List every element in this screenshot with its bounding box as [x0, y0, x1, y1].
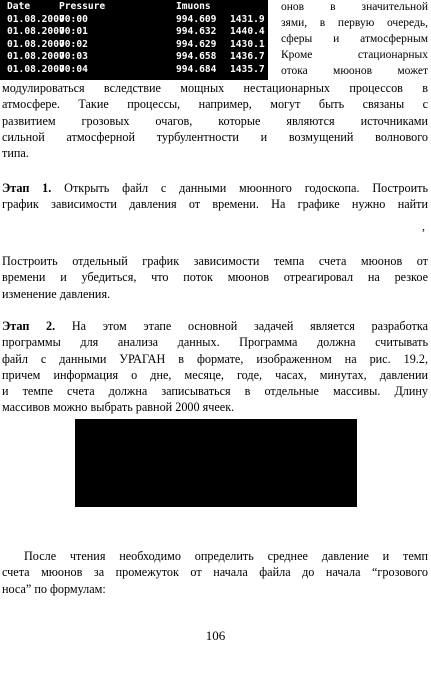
side-text-line: онов в значительной	[281, 1, 428, 13]
text-line: изменение давления.	[2, 286, 111, 301]
text-line: типа.	[2, 146, 29, 161]
text-line: времени и убедиться, что поток мюонов отреагировал на резкое	[2, 270, 428, 285]
cell-pressure: 994.658	[176, 51, 217, 63]
cell-imuons: 1431.9	[230, 13, 265, 25]
text-line	[2, 318, 428, 334]
text-line: Построить отдельный график зависимости темпа счета мюонов от	[2, 254, 428, 268]
cell-pressure: 994.609	[176, 13, 217, 25]
average-paragraph	[2, 548, 428, 597]
text-line: носа” по формулам:	[2, 581, 106, 596]
side-text-line: сферы и атмосферным	[281, 33, 428, 45]
text-line: сильной атмосферной турбулентности и возмущений волнового	[2, 129, 428, 144]
text-line: причем информация о дне, месяце, годе, часах, минутах, давлении	[2, 367, 428, 382]
cell-pressure: 994.629	[176, 38, 217, 50]
table-row	[0, 39, 268, 52]
stage2-label: Этап 2.	[2, 319, 56, 333]
text-line: После чтения необходимо определить среднее давление и темп	[24, 549, 428, 563]
page-number: 106	[205, 628, 226, 643]
table-header-row	[0, 1, 268, 14]
cell-pressure: 994.684	[176, 63, 217, 75]
cell-time: 00:04	[59, 63, 88, 75]
text-line: и темпе счета должна записываться в отдельные массивы. Длину	[2, 384, 428, 399]
table-row	[0, 51, 268, 64]
text-line: файл с данными УРАГАН в формате, изображенном на рис. 19.2,	[2, 351, 428, 366]
table-row	[0, 64, 268, 77]
cell-time: 00:00	[59, 13, 88, 25]
text-line: счета мюонов за промежуток от начала файла до начала “грозового	[2, 565, 428, 580]
cell-imuons: 1436.7	[230, 51, 265, 63]
side-text-line: отока мюонов может	[281, 65, 428, 77]
text-line	[2, 180, 428, 196]
cell-time: 00:02	[59, 38, 88, 50]
text-line: атмосфере. Такие процессы, например, могут быть связаны с	[2, 97, 428, 112]
text-line: развитием грозовых очагов, которые являются источниками	[2, 113, 428, 128]
cell-time: 00:03	[59, 51, 88, 63]
header-pressure: Pressure	[59, 1, 106, 12]
cell-imuons: 1435.7	[230, 63, 265, 75]
cell-date: 01.08.2007	[7, 51, 65, 63]
data-table	[0, 0, 268, 80]
side-text-line: Кроме стационарных	[281, 49, 428, 61]
text-span: Открыть файл с данными мюонного годоскопа. Построить	[51, 181, 428, 195]
cell-time: 00:01	[59, 26, 88, 38]
cell-date: 01.08.2007	[7, 13, 65, 25]
pressure-muon-paragraph	[2, 253, 428, 302]
text-line: график зависимости давления от времени. На графике нужно найти	[2, 197, 428, 212]
figure-placeholder	[75, 419, 357, 507]
cell-date: 01.08.2007	[7, 63, 65, 75]
intro-paragraph	[2, 80, 428, 161]
cell-date: 01.08.2007	[7, 38, 65, 50]
stage1-paragraph	[2, 180, 428, 213]
cell-date: 01.08.2007	[7, 26, 65, 38]
text-line: массивов можно выбрать равной 2000 ячеек.	[2, 400, 235, 415]
cell-imuons: 1430.1	[230, 38, 265, 50]
table-row	[0, 14, 268, 27]
side-text-line: зями, в первую очередь,	[281, 17, 428, 29]
stage1-label: Этап 1.	[2, 181, 52, 195]
cell-pressure: 994.632	[176, 26, 217, 38]
text-line: модулироваться вследствие мощных нестационарных процессов в	[2, 81, 428, 95]
header-imuons: Imuons	[176, 1, 211, 12]
cell-imuons: 1440.4	[230, 26, 265, 38]
table-row	[0, 26, 268, 39]
stage2-paragraph	[2, 318, 428, 416]
header-date: Date	[7, 1, 31, 12]
text-span: На этом этапе основной задачей является разработка	[55, 319, 428, 333]
text-line: программы для анализа данных. Программа должна считывать	[2, 335, 428, 350]
stage1-tail: ,	[422, 219, 425, 233]
